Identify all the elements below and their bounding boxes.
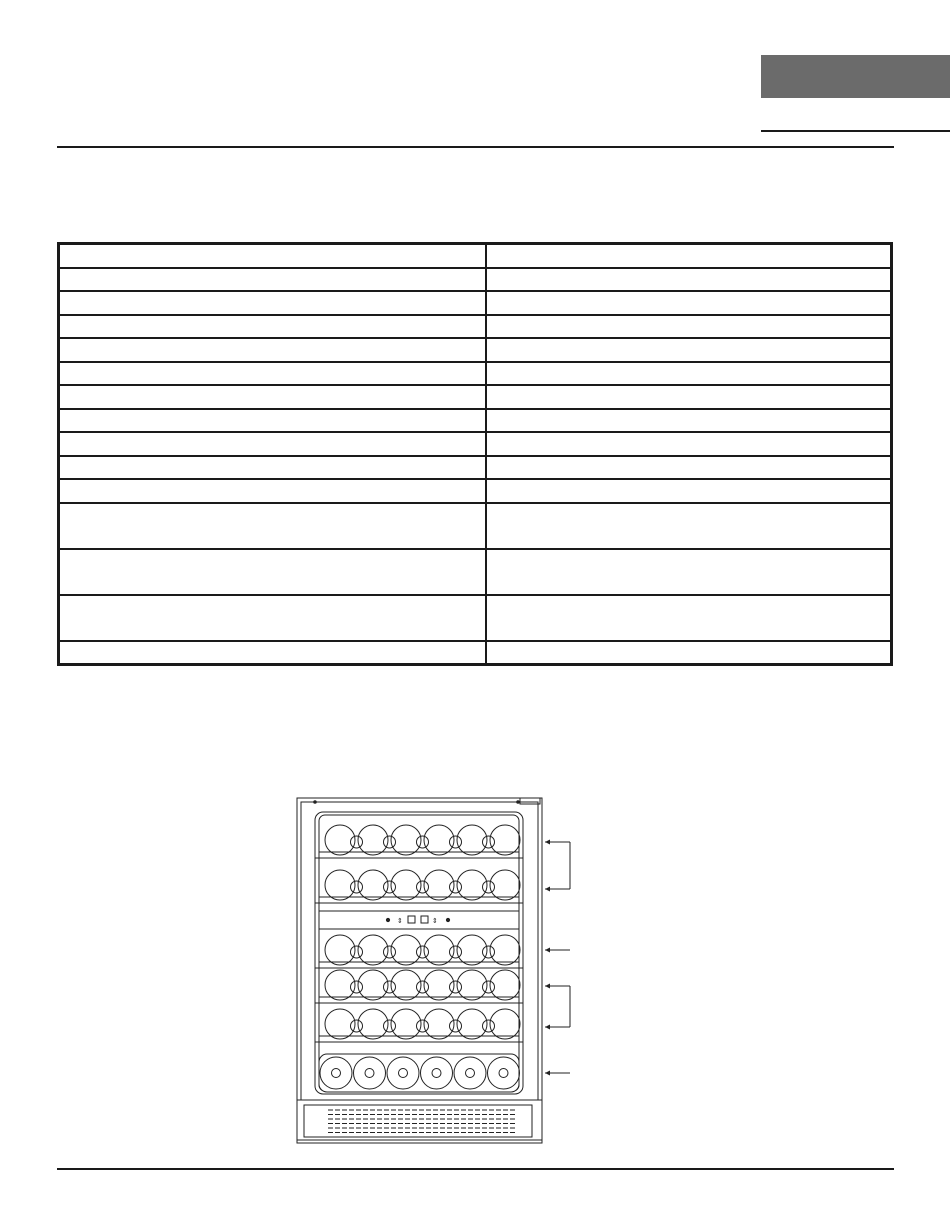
spec-value [486,409,892,433]
spec-label [59,456,487,480]
spec-label [59,244,487,268]
spec-label [59,409,487,433]
spec-row [59,338,892,362]
spec-label [59,549,487,595]
control-panel [319,911,519,929]
spec-label [59,385,487,409]
spec-row [59,315,892,339]
spec-label [59,338,487,362]
spec-value [486,479,892,503]
spec-value [486,268,892,292]
bottom-rack [319,1054,520,1092]
spec-value [486,456,892,480]
spec-label [59,291,487,315]
spec-value [486,291,892,315]
wine-cooler-diagram [290,792,590,1147]
power-icon [446,918,449,921]
spec-value [486,503,892,549]
spec-row [59,385,892,409]
spec-value [486,338,892,362]
spec-value [486,595,892,641]
spec-row [59,268,892,292]
callouts [545,840,570,1076]
spec-label [59,641,487,665]
spec-value [486,362,892,386]
spec-label [59,362,487,386]
up-down-arrows-icon: ⇕ [432,917,438,925]
spec-row [59,595,892,641]
spec-row [59,362,892,386]
section-tab [761,55,950,98]
spec-row [59,409,892,433]
spec-row [59,549,892,595]
section-tab-underline [761,130,950,132]
spec-value [486,244,892,268]
spec-row [59,456,892,480]
spec-row [59,432,892,456]
spec-value [486,432,892,456]
spec-label [59,315,487,339]
specifications-table [57,242,893,666]
footer-divider [57,1168,894,1170]
spec-row [59,479,892,503]
header-divider [57,146,894,148]
spec-value [486,315,892,339]
spec-label [59,479,487,503]
spec-row [59,641,892,665]
up-down-arrows-icon: ⇕ [397,917,403,925]
spec-value [486,641,892,665]
power-icon [386,918,389,921]
spec-row [59,503,892,549]
spec-value [486,385,892,409]
spec-label [59,432,487,456]
spec-row [59,291,892,315]
spec-label [59,503,487,549]
spec-label [59,268,487,292]
spec-row [59,244,892,268]
spec-value [486,549,892,595]
spec-label [59,595,487,641]
